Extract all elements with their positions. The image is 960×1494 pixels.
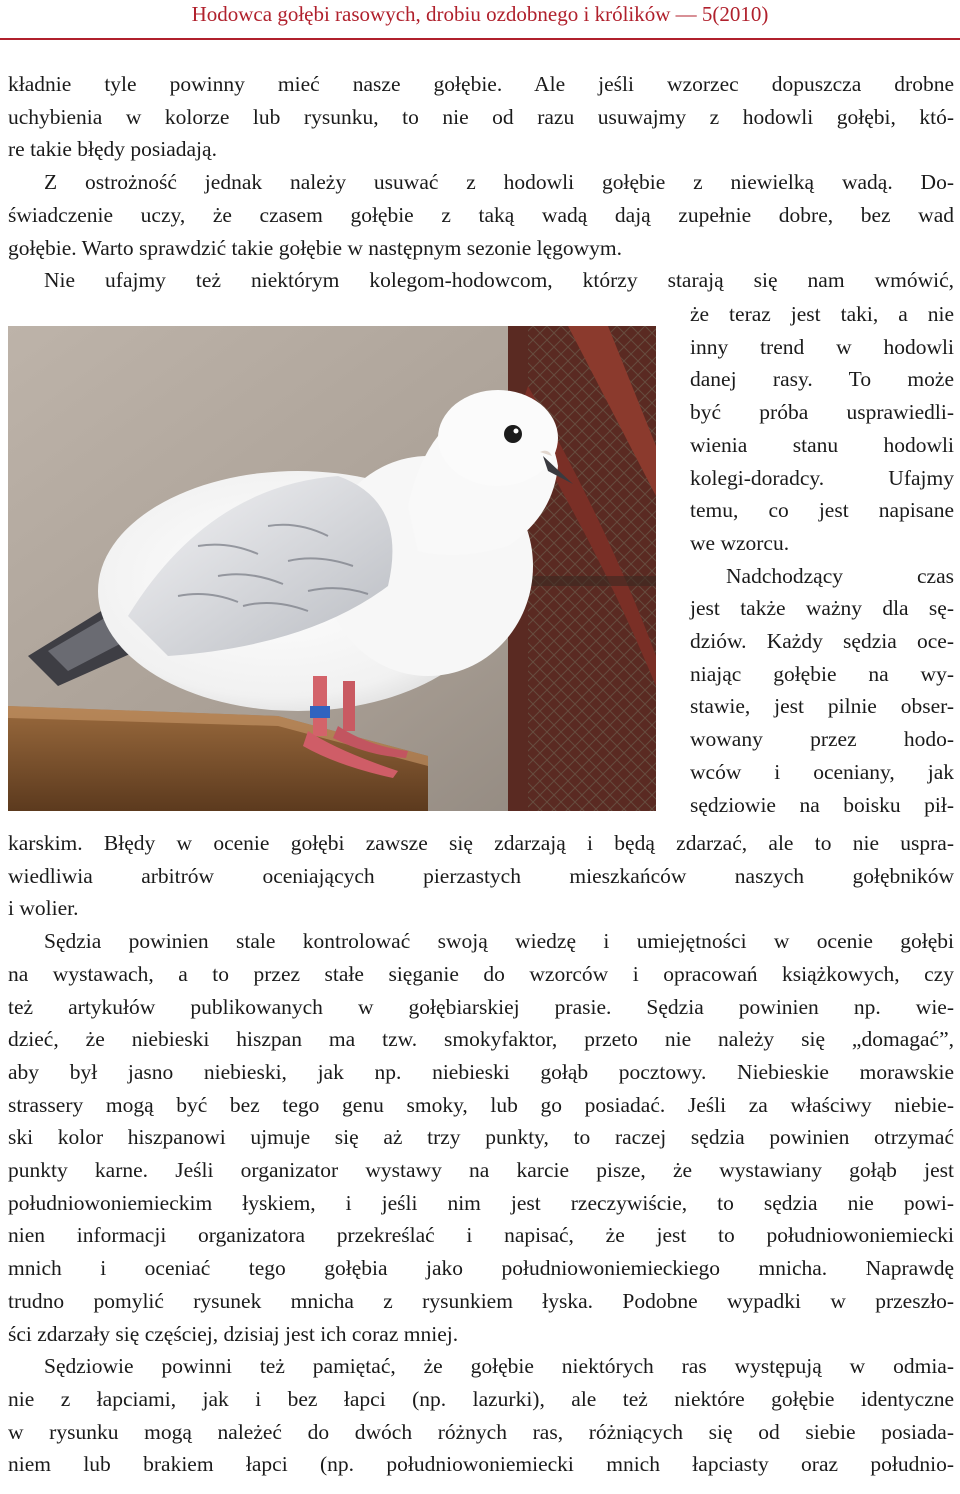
text-line: wienia stanu hodowli xyxy=(690,432,954,457)
header-rule xyxy=(0,38,960,40)
text-line: ści zdarzały się częściej, dzisiaj jest ich coraz mniej. xyxy=(8,1321,459,1346)
text-line: stawie, jest pilnie obser- xyxy=(690,694,954,719)
text-line: świadczenie uczy, że czasem gołębie z taką wadą dają zupełnie dobre, bez wad xyxy=(8,202,954,227)
text-line: być próba usprawiedli- xyxy=(690,400,954,425)
text-line: Sędziowie powinni też pamiętać, że gołębie niektórych ras występują w odmia- xyxy=(44,1354,954,1379)
text-line: kolegi-doradcy. Ufajmy xyxy=(690,465,954,490)
text-line: dziów. Każdy sędzia oce- xyxy=(690,629,954,654)
text-line: we wzorcu. xyxy=(690,530,790,555)
text-line: Z ostrożność jednak należy usuwać z hodowli gołębie z niewielką wadą. Do- xyxy=(44,170,954,195)
text-line: Sędzia powinien stale kontrolować swoją wiedzę i umiejętności w ocenie gołębi xyxy=(44,929,954,954)
article-top-text xyxy=(8,68,954,297)
text-line: wowany przez hodo- xyxy=(690,727,954,752)
text-line: jest także ważny dla sę- xyxy=(690,596,954,621)
text-line: uchybienia w kolorze lub rysunku, to nie od razu usuwajmy z hodowli gołębi, któ- xyxy=(8,104,954,129)
text-line: nie z łapciami, jak i bez łapci (np. lazurki), ale też niektóre gołębie identyczne xyxy=(8,1386,954,1411)
text-line: na wystawach, a to przez stałe sięganie do wzorców i opracowań książkowych, czy xyxy=(8,961,954,986)
text-line: że teraz jest taki, a nie xyxy=(690,302,954,326)
text-line: Nie ufajmy też niektórym kolegom-hodowcom, którzy starają się nam wmówić, xyxy=(44,268,954,293)
text-line: trudno pomylić rysunek mnicha z rysunkiem łyska. Podobne wypadki w przeszło- xyxy=(8,1288,954,1313)
text-line: południowoniemieckim łyskiem, i jeśli nim jest rzeczywiście, to sędzia nie powi- xyxy=(8,1190,954,1215)
text-line: wców i oceniany, jak xyxy=(690,759,954,784)
text-line: inny trend w hodowli xyxy=(690,334,954,359)
text-line: re takie błędy posiadają. xyxy=(8,137,217,162)
text-line: aby był jasno niebieski, jak np. niebieski gołąb pocztowy. Niebieskie morawskie xyxy=(8,1059,954,1084)
text-line: temu, co jest napisane xyxy=(690,498,954,523)
text-line: Nadchodzący czas xyxy=(726,563,954,588)
pigeon-illustration xyxy=(8,326,656,811)
text-line: karskim. Błędy w ocenie gołębi zawsze się zdarzają i będą zdarzać, ale to nie uspra- xyxy=(8,831,954,855)
running-header xyxy=(0,0,960,40)
journal-title: Hodowca gołębi rasowych, drobiu ozdobnego i królików — 5(2010) xyxy=(191,2,769,26)
text-line: punkty karne. Jeśli organizator wystawy na karcie pisze, że wystawiany gołąb jest xyxy=(8,1158,954,1183)
pigeon-photo xyxy=(8,326,656,811)
text-line: sędziowie na boisku pił- xyxy=(690,792,954,817)
article-side-text xyxy=(690,298,954,821)
text-line: i wolier. xyxy=(8,896,79,921)
text-line: nien informacji organizatora przekreślać i napisać, że jest to południowoniemiecki xyxy=(8,1223,954,1248)
text-line: w rysunku mogą należeć do dwóch różnych ras, różniących się od siebie posiada- xyxy=(8,1419,954,1444)
text-line: kładnie tyle powinny mieć nasze gołębie. Ale jeśli wzorzec dopuszcza drobne xyxy=(8,72,954,96)
text-line: niając gołębie na wy- xyxy=(690,661,954,686)
article-bottom-text xyxy=(8,827,954,1481)
text-line: niem lub brakiem łapci (np. południowoniemiecki mnich łapciasty oraz południo- xyxy=(8,1452,954,1477)
text-line: mnich i oceniać tego gołębia jako południowoniemieckiego mnicha. Naprawdę xyxy=(8,1256,954,1281)
text-line: też artykułów publikowanych w gołębiarskiej prasie. Sędzia powinien np. wie- xyxy=(8,994,954,1019)
text-line: strassery mogą być bez tego genu smoky, lub go posiadać. Jeśli za właściwy niebie- xyxy=(8,1092,954,1117)
text-line: wiedliwia arbitrów oceniających pierzastych mieszkańców naszych gołębników xyxy=(8,863,954,888)
text-line: danej rasy. To może xyxy=(690,367,954,392)
text-line: ski kolor hiszpanowi ujmuje się aż trzy punkty, to raczej sędzia powinien otrzymać xyxy=(8,1125,954,1150)
text-line: gołębie. Warto sprawdzić takie gołębie w następnym sezonie lęgowym. xyxy=(8,235,623,260)
text-line: dzieć, że niebieski hiszpan ma tzw. smokyfaktor, przeto nie należy się „domagać”, xyxy=(8,1027,954,1052)
